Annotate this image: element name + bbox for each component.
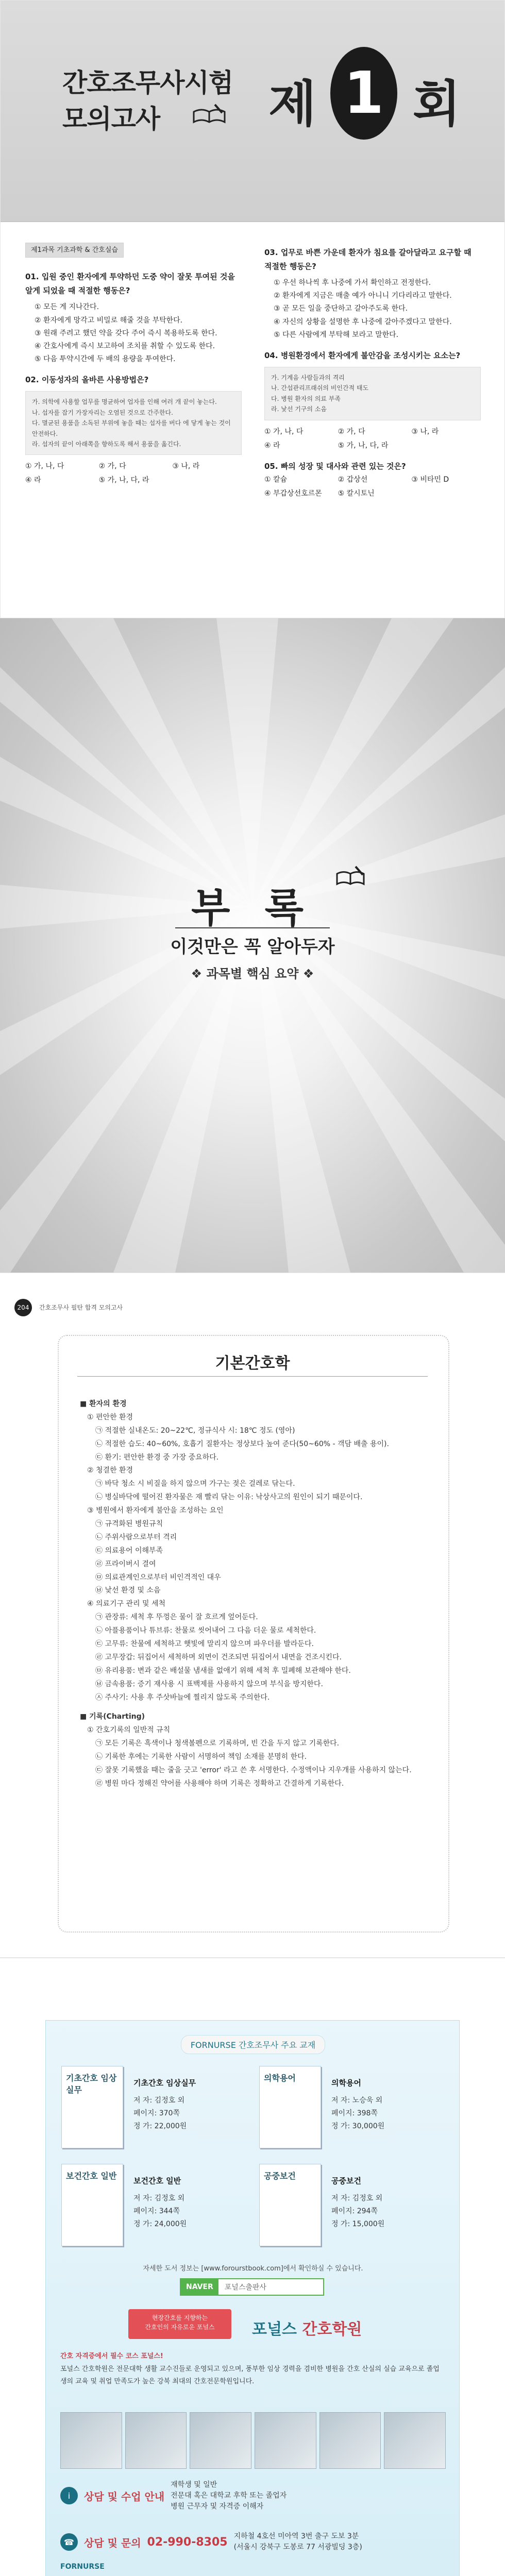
answer-grid xyxy=(264,426,481,452)
book-pages: 페이지: 294쪽 xyxy=(331,2207,378,2216)
answer-choice: ④ 라 xyxy=(25,476,41,485)
summary-item: ㉡ 병실바닥에 떨어진 환자물은 재 빨리 닦는 이유: 낙상사고의 원인이 되기 때문이다. xyxy=(95,1493,363,1502)
answer-choice: ③ 나, 라 xyxy=(172,462,200,471)
cover-title: 의학용어 xyxy=(264,2073,296,2083)
question-options xyxy=(25,301,242,366)
answer-choice: ① 가, 나, 다 xyxy=(264,427,304,436)
option: ⑤ 다음 투약시간에 두 배의 용량을 투여한다. xyxy=(35,355,176,364)
section-title: 기본간호학 xyxy=(215,1354,290,1372)
ad-page xyxy=(0,1958,505,2576)
box-line: 다. 병원 환자의 의료 부족 xyxy=(271,395,341,402)
exam-suffix: 회 xyxy=(413,75,461,133)
classroom-photo xyxy=(319,2412,381,2469)
question-number: 01. xyxy=(25,272,39,282)
answer-choice: ④ 부갑상선호르몬 xyxy=(264,489,322,498)
book-item[interactable] xyxy=(61,2164,247,2257)
contact-value-line: 병원 근무자 및 자격증 이해자 xyxy=(171,2502,264,2511)
answer-choice: ① 칼슘 xyxy=(264,475,288,484)
book-item[interactable] xyxy=(259,2066,445,2159)
exam-title-line1: 간호조무사시험 xyxy=(62,68,233,98)
answer-choice: ② 갑상선 xyxy=(338,475,368,484)
question-01 xyxy=(25,270,242,366)
summary-item: ㉠ 관장류: 세척 후 뚜껑은 물이 잘 흐르게 엎어둔다. xyxy=(95,1613,258,1622)
summary-item: ㉠ 모든 기록은 흑색이나 청색볼펜으로 기록하며, 빈 간을 두지 않고 기록한다. xyxy=(95,1739,340,1748)
summary-subheading: ① 간호기록의 일반적 규칙 xyxy=(87,1726,171,1735)
question-05 xyxy=(264,460,481,500)
summary-item: ㉢ 고무류: 찬물에 세척하고 햇빛에 말리지 않으며 파우더를 발라둔다. xyxy=(95,1640,314,1649)
exam-title-line2: 모의고사 xyxy=(62,104,160,134)
book-cover xyxy=(61,2066,123,2148)
question-03 xyxy=(264,246,481,342)
question-number: 05. xyxy=(264,461,278,471)
question-02 xyxy=(25,373,242,487)
exam-number-badge: 1 xyxy=(330,47,397,140)
description-text: 포널스 간호학원은 전문대학 생활 교수진들로 운영되고 있으며, 풍부한 임상 경력을 겸비한 병원을 간호 산실의 실습 교육으로 졸업생의 교육 및 취업 만족도가 높은 강북 최대의 간호전문학원입니다. xyxy=(60,2365,440,2386)
question-text: 업무로 바쁜 가운데 환자가 침요를 갈아달라고 요구할 때 적절한 행동은? xyxy=(264,248,472,271)
school-badge xyxy=(128,2309,231,2339)
book-price: 정 가: 24,000원 xyxy=(133,2220,187,2229)
answer-choice: ⑤ 가, 나, 다, 라 xyxy=(98,476,149,485)
answer-choice: ② 가, 다 xyxy=(98,462,126,471)
classroom-photo xyxy=(60,2412,122,2469)
book-author: 저 자: 김정호 외 xyxy=(133,2096,185,2105)
divider xyxy=(77,1376,428,1377)
question-text: 빠의 성장 및 대사와 관련 있는 것은? xyxy=(280,461,406,471)
box-line: 가. 기계음 사람들과의 격리 xyxy=(271,374,345,381)
option: ③ 원래 주려고 했던 약을 갖다 주어 즉시 복용하도록 한다. xyxy=(35,329,217,337)
book-info xyxy=(331,2174,384,2231)
option: ① 우선 하나씩 후 나중에 가서 확인하고 전정한다. xyxy=(274,279,431,287)
book-name: 보건간호 일반 xyxy=(133,2176,181,2185)
contact-line xyxy=(60,2480,287,2511)
question-box xyxy=(264,367,481,420)
search-query: 포널스출판사 xyxy=(224,2283,266,2292)
question-04 xyxy=(264,349,481,452)
summary-heading: ■ 환자의 환경 xyxy=(80,1400,127,1408)
summary-item: ㉤ 의료관계인으로부터 비인격적인 대우 xyxy=(95,1573,221,1582)
question-number: 04. xyxy=(264,350,278,360)
question-text: 이동성자의 올바른 사용방법은? xyxy=(41,375,149,385)
summary-item: ㉦ 주사기: 사용 후 주삿바늘에 찔리지 않도록 주의한다. xyxy=(95,1693,270,1702)
box-line: 라. 섭자의 끝이 아래쪽을 향하도록 해서 용품을 옮긴다. xyxy=(32,440,181,448)
badge-line: 현장간호를 지향하는 xyxy=(152,2314,208,2321)
question-text: 병원환경에서 환자에게 불안감을 조성시키는 요소는? xyxy=(280,350,461,360)
summary-page xyxy=(0,1273,505,1958)
book-name: 의학용어 xyxy=(331,2078,361,2088)
summary-item: ㉤ 유리용품: 변과 같은 배설물 냄새를 없애기 위해 세척 후 밀폐해 보관해야 한다. xyxy=(95,1666,351,1675)
contact-phone[interactable]: 02-990-8305 xyxy=(147,2535,228,2549)
answer-choice: ② 가, 다 xyxy=(338,427,365,436)
option: ⑤ 다른 사람에게 부탁해 보라고 말한다. xyxy=(274,330,399,339)
question-text: 입원 중인 환자에게 투약하던 도중 약이 잘못 투여된 것을 알게 되었을 때 적절한 행동은? xyxy=(25,272,235,296)
contact-label: 상담 및 문의 xyxy=(84,2536,141,2549)
book-pages: 페이지: 344쪽 xyxy=(133,2207,180,2216)
summary-item: ㉥ 금속용품: 증기 재사용 시 표백제를 사용하지 않으며 부식을 방지한다. xyxy=(95,1680,323,1688)
contact-address xyxy=(234,2531,362,2553)
appendix-page xyxy=(0,618,505,1273)
answer-grid xyxy=(25,460,242,487)
info-icon: i xyxy=(60,2487,78,2504)
summary-item: ㉢ 잘못 기록했을 때는 줄을 긋고 'error' 라고 쓴 후 서명한다. 수정액이나 지우개를 사용하지 않는다. xyxy=(95,1766,412,1775)
answer-choice: ⑤ 칼시토닌 xyxy=(338,489,375,498)
contact-label: 상담 및 수업 안내 xyxy=(84,2490,165,2503)
option: ③ 곧 모든 일을 중단하고 갈아주도록 한다. xyxy=(274,304,408,313)
appendix-subtitle: 이것만은 꼭 알아두자 xyxy=(170,937,335,957)
summary-item: ㉠ 적절한 실내온도: 20~22℃, 정규식사 시: 18℃ 정도 (영아) xyxy=(95,1426,295,1435)
book-cover xyxy=(61,2164,123,2246)
book-cover xyxy=(259,2066,321,2148)
ad-frame xyxy=(45,2020,460,2576)
brand-pill: FORNURSE 간호조무사 주요 교재 xyxy=(181,2035,325,2054)
address-line: (서울시 강북구 도봉로 77 서광빌딩 3층) xyxy=(233,2543,362,2551)
summary-subheading: ③ 병원에서 환자에게 불안을 조성하는 요인 xyxy=(87,1506,224,1515)
box-line: 나. 섭자를 잡기 가장자리는 오염된 것으로 간주한다. xyxy=(32,409,173,416)
section-tag: 제1과목 기초과학 & 간호실습 xyxy=(25,243,124,258)
answer-choice: ① 가, 나, 다 xyxy=(25,462,64,471)
summary-subheading: ① 편안한 환경 xyxy=(87,1413,133,1421)
brand-header xyxy=(46,2035,460,2054)
book-item[interactable] xyxy=(259,2164,445,2257)
question-number: 03. xyxy=(264,248,278,257)
option: ② 환자에게 망각고 비밀로 해줄 것을 부탁한다. xyxy=(35,316,183,325)
book-author: 저 자: 노승욱 외 xyxy=(331,2096,383,2105)
box-line: 나. 간섭관리프래쉬의 비인간적 태도 xyxy=(271,384,369,392)
badge-line: 간호인의 자유로운 포널스 xyxy=(145,2324,215,2331)
book-info xyxy=(331,2076,384,2133)
answer-choice: ③ 비타민 D xyxy=(411,475,449,484)
option: ④ 자신의 상황을 설명한 후 나중에 갈아주겠다고 말한다. xyxy=(274,317,452,326)
book-name: 공중보건 xyxy=(331,2176,361,2185)
website-note: 자세한 도서 정보는 [www.forourstbook.com]에서 확인하실 수 있습니다. xyxy=(143,2265,363,2273)
book-author: 저 자: 김정호 외 xyxy=(331,2194,383,2202)
answer-choice: ③ 나, 라 xyxy=(411,427,439,436)
summary-heading: ■ 기록(Charting) xyxy=(80,1713,145,1721)
cover-title: 기초간호 임상실무 xyxy=(66,2073,117,2095)
summary-item: ㉣ 병원 마다 정해진 약어를 사용해야 하며 기록은 정확하고 간결하게 기록한다. xyxy=(95,1779,344,1788)
summary-item: ㉢ 의료용어 이해부족 xyxy=(95,1546,163,1555)
cover-title: 공중보건 xyxy=(264,2171,296,2181)
question-column-left xyxy=(25,243,242,495)
exam-header xyxy=(1,1,504,222)
summary-item: ㉠ 바닥 청소 시 비질을 하지 않으며 가구는 젖은 걸레로 닦는다. xyxy=(95,1480,295,1488)
option: ① 모든 게 지나간다. xyxy=(35,303,99,312)
contact-value xyxy=(171,2480,287,2512)
book-author: 저 자: 김정호 외 xyxy=(133,2194,185,2202)
contact-value-line: 재학생 및 일반 xyxy=(171,2480,217,2489)
book-cover xyxy=(259,2164,321,2246)
school-suffix: 간호학원 xyxy=(302,2320,362,2338)
summary-item: ㉣ 프라이버시 결여 xyxy=(95,1560,156,1568)
book-info xyxy=(133,2174,187,2231)
phone-icon: ☎ xyxy=(60,2533,78,2551)
classroom-photo xyxy=(190,2412,251,2469)
summary-item: ㉡ 기록한 후에는 기록한 사람이 서명하여 책임 소재를 분명히 한다. xyxy=(95,1753,307,1761)
naver-search-box[interactable] xyxy=(180,2278,324,2296)
appendix-subtitle-2: ❖ 과목별 핵심 요약 ❖ xyxy=(191,967,314,981)
book-price: 정 가: 15,000원 xyxy=(331,2220,385,2229)
book-pen-icon xyxy=(335,865,366,888)
summary-content xyxy=(80,1392,425,1791)
book-name: 기초간호 임상실무 xyxy=(133,2078,196,2088)
summary-item: ㉠ 규격화된 병원규칙 xyxy=(95,1520,163,1529)
option: ④ 간호사에게 즉시 보고하여 조치를 취할 수 있도록 한다. xyxy=(35,342,215,350)
answer-grid xyxy=(264,473,481,500)
book-pen-icon xyxy=(191,101,227,127)
book-item[interactable] xyxy=(61,2066,247,2159)
book-price: 정 가: 30,000원 xyxy=(331,2122,385,2131)
question-number: 02. xyxy=(25,375,39,385)
appendix-title: 부 록 xyxy=(191,885,314,931)
school-prefix: 포널스 xyxy=(252,2320,297,2338)
address-line: 지하철 4호선 미아역 3번 출구 도보 3분 xyxy=(233,2532,359,2540)
book-pages: 페이지: 370쪽 xyxy=(133,2109,180,2118)
footer-logo: FORNURSE xyxy=(60,2563,105,2571)
box-line: 가. 의학에 사용할 업무를 명균하여 업자를 인해 여러 개 끝이 놓는다. xyxy=(32,398,217,406)
contact-block xyxy=(60,2480,446,2572)
divider xyxy=(175,927,330,928)
summary-item: ㉡ 아플용품이나 튜브류: 찬물로 씻어내어 그 다음 더운 물로 세척한다. xyxy=(95,1626,316,1635)
running-title: 간호조무사 필탄 합격 모의고사 xyxy=(39,1304,123,1311)
question-box xyxy=(25,391,242,455)
cover-title: 보건간호 일반 xyxy=(66,2171,117,2181)
summary-item: ㉢ 환기: 편안한 환경 중 가장 중요하다. xyxy=(95,1453,219,1462)
question-options xyxy=(264,277,481,342)
exam-prefix: 제 xyxy=(268,75,316,133)
classroom-photo xyxy=(384,2412,446,2469)
box-line: 라. 낯선 기구의 소음 xyxy=(271,405,327,413)
question-column-right xyxy=(264,243,481,507)
summary-item: ㉡ 주위사람으로부터 격리 xyxy=(95,1533,177,1541)
summary-subheading: ② 청결한 환경 xyxy=(87,1466,133,1475)
book-price: 정 가: 22,000원 xyxy=(133,2122,187,2131)
summary-subheading: ④ 의료기구 관리 및 세척 xyxy=(87,1600,166,1608)
page-number: 204 xyxy=(14,1299,32,1316)
summary-item: ㉡ 적절한 습도: 40~60%, 호흡기 질환자는 정상보다 높여 준다(50~60% - 객담 배출 용이). xyxy=(95,1439,389,1448)
school-name xyxy=(252,2316,362,2339)
book-pages: 페이지: 398쪽 xyxy=(331,2109,378,2118)
exam-page xyxy=(0,0,505,618)
box-line: 다. 멸균된 용품을 소독된 부위에 놓을 때는 섭자를 버다 에 닿게 놓는 것이 안전하다. xyxy=(32,419,231,437)
book-info xyxy=(133,2076,196,2133)
classroom-photo xyxy=(125,2412,187,2469)
classroom-photo xyxy=(255,2412,316,2469)
summary-item: ㉣ 고무장갑: 뒤집어서 세척하며 외면이 건조되면 뒤집어서 내면을 건조시킨다. xyxy=(95,1653,342,1662)
contact-line xyxy=(60,2531,362,2553)
description-highlight: 간호 자격증에서 필수 코스 포널스! xyxy=(60,2352,163,2360)
contact-value-line: 전문대 혹은 대학교 후학 또는 졸업자 xyxy=(171,2491,287,2500)
option: ② 환자에게 지금은 매출 예가 아니니 기다리라고 말한다. xyxy=(274,292,452,300)
answer-choice: ④ 라 xyxy=(264,441,280,450)
photo-strip xyxy=(60,2412,446,2469)
answer-choice: ⑤ 가, 나, 다, 라 xyxy=(338,441,389,450)
naver-logo: NAVER xyxy=(181,2279,218,2295)
school-description xyxy=(60,2350,442,2388)
summary-item: ㉥ 낯선 환경 및 소음 xyxy=(95,1586,161,1595)
